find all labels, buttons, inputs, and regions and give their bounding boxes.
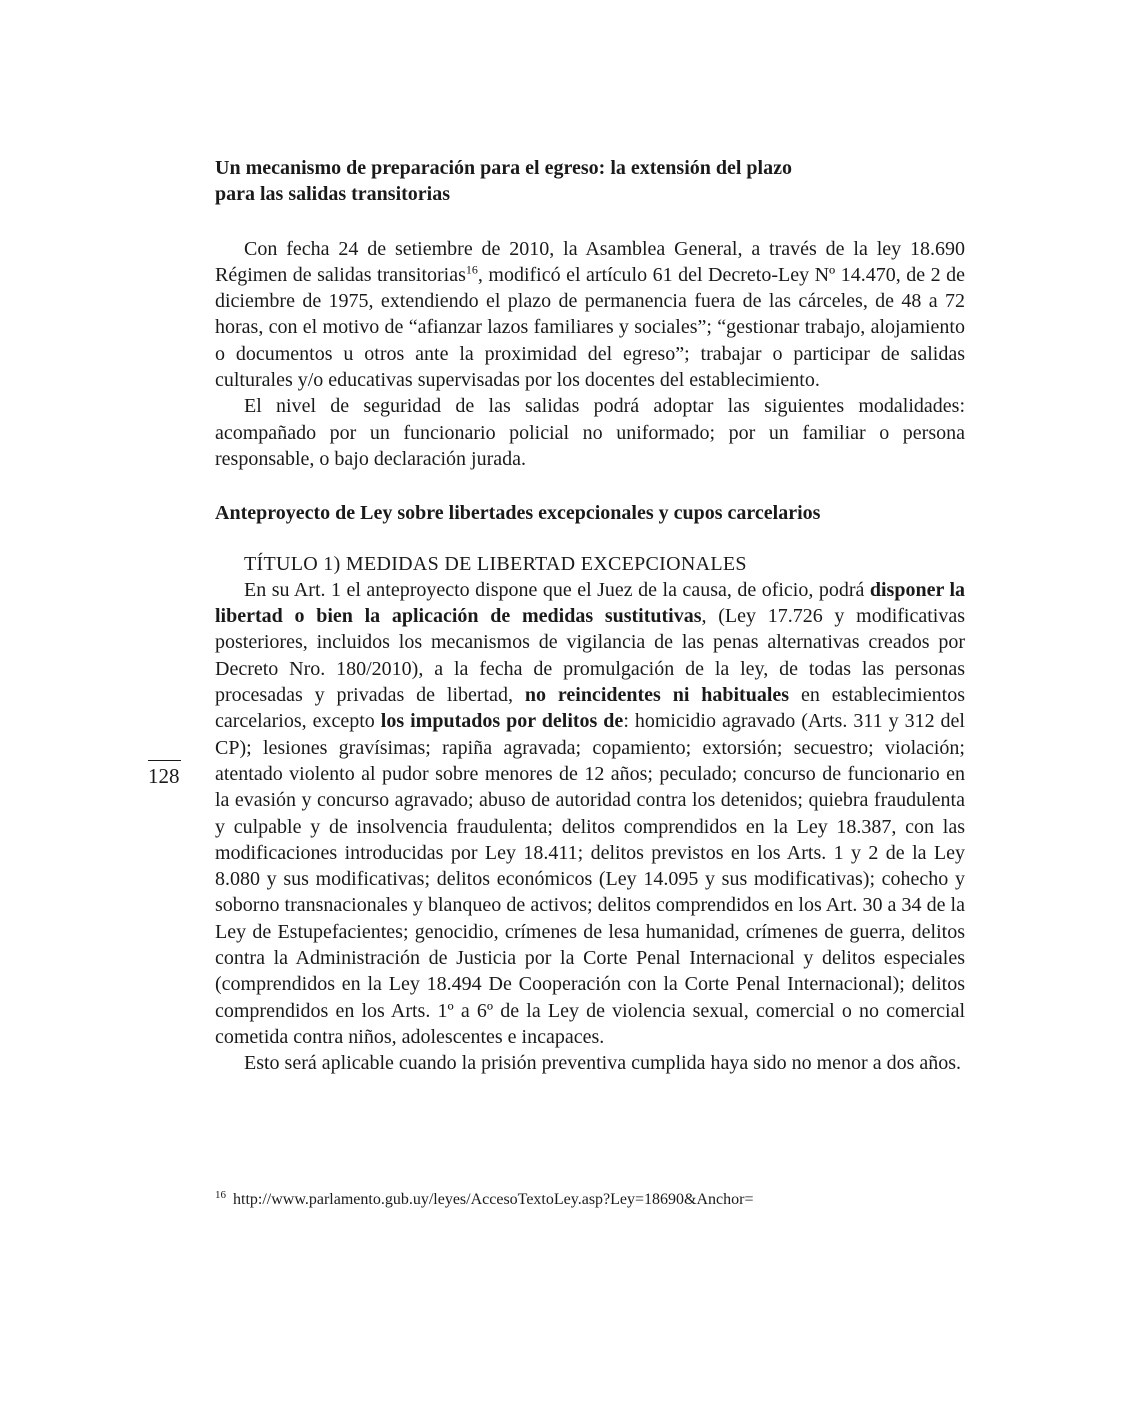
page-number-rule xyxy=(148,760,181,761)
footnote-text: http://www.parlamento.gub.uy/leyes/AccesoTextoLey.asp?Ley=18690&Anchor= xyxy=(233,1191,754,1208)
bold-text: no reincidentes ni habituales xyxy=(524,684,790,707)
paragraph-salidas-transitorias xyxy=(215,236,965,394)
section-heading-anteproyecto: Anteproyecto de Ley sobre libertades excepcionales y cupos carcelarios xyxy=(215,502,821,525)
bold-text: disponer la libertad o bien la aplicación de medidas sustitutivas xyxy=(215,578,966,628)
paragraph-text: : homicidio agravado (Arts. 311 y 312 del CP); lesiones gravísimas; rapiña agravada; copamiento; extorsión; secuestro; violación; atentado violento al pudor sobre menores de 12 años; peculado; concurso de funcionario en la evasión y concurso agravado; abuso de autoridad contra los detenidos; quiebra fraudulenta y culpable y de insolvencia fraudulenta; delitos comprendidos en la Ley 18.387, con las modificaciones introducidas por Ley 18.411; delitos previstos en los Arts. 1 y 2 de la Ley 8.080 y sus modificativas; delitos económicos (Ley 14.095 y sus modificativas); cohecho y soborno transnacionales y blanqueo de activos; delitos comprendidos en los Art. 30 a 34 de la Ley de Estupefacientes; genocidio, crímenes de lesa humanidad, crímenes de guerra, delitos contra la Administración de Justicia por la Corte Penal Internacional y delitos especiales (comprendidos en la Ley 18.494 De Cooperación con la Corte Penal Internacional); delitos comprendidos en los Arts. 1º a 6º de la Ley de violencia sexual, comercial o no comercial cometida contra niños, adolescentes e incapaces. xyxy=(215,710,965,1048)
footnote-reference: 16 xyxy=(465,262,478,277)
paragraph-text: En su Art. 1 el anteproyecto dispone que el Juez de la causa, de oficio, podrá xyxy=(244,578,870,601)
paragraph-text: en establecimientos carcelarios, excepto xyxy=(215,684,965,733)
paragraph-text: , modificó el artículo 61 del Decreto-Ley Nº 14.470, de 2 de diciembre de 1975, extendiendo el plazo de permanencia fuera de las cárceles, de 48 a 72 horas, con el motivo de “afianzar lazos familiares y sociales”; “gestionar trabajo, alojamiento o documentos u otros ante la proximidad del egreso”; trabajar o participar de salidas culturales y/o educativas supervisadas por los docentes del establecimiento. xyxy=(215,263,965,392)
titulo-heading: TÍTULO 1) MEDIDAS DE LIBERTAD EXCEPCIONALES xyxy=(244,552,747,575)
page-number: 128 xyxy=(148,764,180,788)
paragraph-prision-preventiva: Esto será aplicable cuando la prisión preventiva cumplida haya sido no menor a dos años. xyxy=(244,1052,962,1075)
page-content xyxy=(215,155,965,1077)
footnote xyxy=(215,1190,754,1210)
bold-text: los imputados por delitos de xyxy=(380,710,624,733)
section-heading-egreso: Un mecanismo de preparación para el egreso: la extensión del plazo para las salidas transitorias xyxy=(215,157,792,206)
paragraph-nivel-seguridad: El nivel de seguridad de las salidas podrá adoptar las siguientes modalidades: acompañado por un funcionario policial no uniformado; por un familiar o persona responsable, o bajo declaración jurada. xyxy=(215,395,965,470)
paragraph-art-1 xyxy=(215,577,965,1050)
footnote-number: 16 xyxy=(215,1188,226,1201)
paragraph-text: , (Ley 17.726 y modificativas posteriores, incluidos los mecanismos de vigilancia de las penas alternativas creados por Decreto Nro. 180/2010), a la fecha de promulgación de la ley, de todas las personas procesadas y privadas de libertad, xyxy=(215,605,965,707)
paragraph-text: Con fecha 24 de setiembre de 2010, la Asamblea General, a través de la ley 18.690 Régimen de salidas transitorias xyxy=(215,237,965,286)
